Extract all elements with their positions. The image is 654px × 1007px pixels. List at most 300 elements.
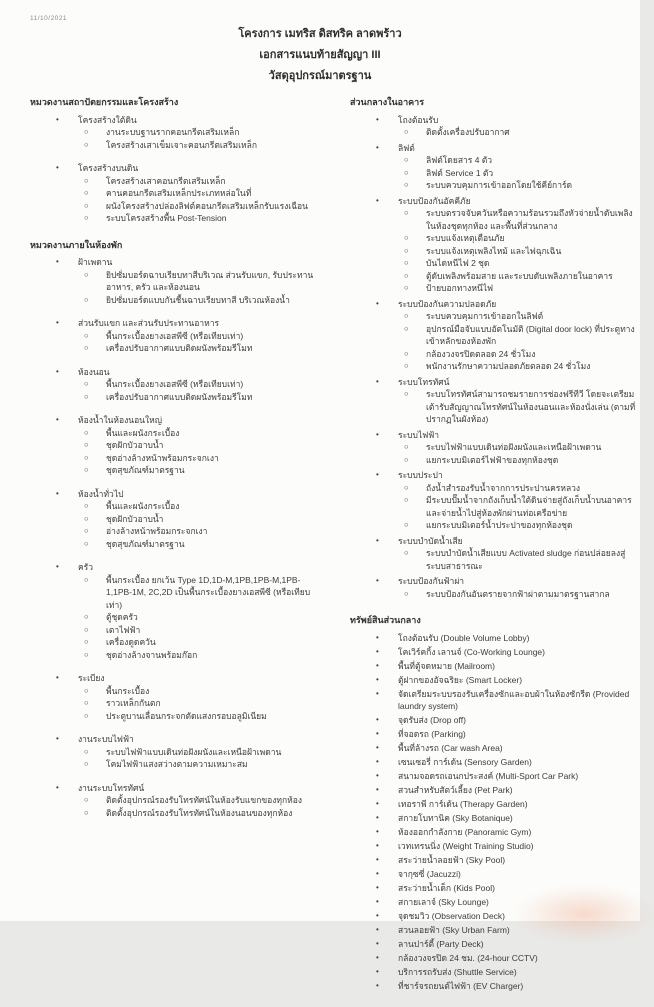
- bullet-group: [30, 414, 326, 477]
- list-item-label: พนักงานรักษาความปลอดภัยตลอด 24 ชั่วโมง: [426, 361, 591, 371]
- list-item-label: ชุดอ่างล้างจานพร้อมก๊อก: [106, 649, 198, 660]
- list-item: [350, 282, 636, 295]
- bullet-dot-icon: •: [376, 855, 379, 864]
- list-item: [350, 812, 636, 825]
- section-heading: ทรัพย์สินส่วนกลาง: [350, 615, 421, 625]
- list-item-label: ผนังโครงสร้างปล่องลิฟต์คอนกรีตเสริมเหล็กรับแรงเฉือน: [106, 200, 308, 211]
- list-item-label: ระบบโครงสร้างพื้น Post-Tension: [106, 213, 227, 223]
- bullet-circle-icon: ○: [84, 379, 89, 388]
- section-heading: ส่วนกลางในอาคาร: [350, 97, 425, 107]
- bullet-dot-icon: •: [376, 660, 379, 670]
- list-item: [350, 714, 636, 727]
- list-item: [350, 179, 636, 192]
- bullet-circle-icon: ○: [404, 233, 409, 242]
- bullet-circle-icon: ○: [84, 343, 89, 352]
- bullet-dot-icon: •: [376, 576, 379, 585]
- bullet-circle-icon: ○: [404, 155, 409, 164]
- list-item: [350, 784, 636, 797]
- list-item-label: อ่างล้างหน้าพร้อมกระจกเงา: [106, 526, 208, 536]
- list-item: [350, 966, 636, 979]
- bullet-circle-icon: ○: [404, 588, 409, 598]
- bullet-group: [350, 575, 636, 600]
- list-item: [30, 342, 326, 355]
- list-item-label: ชุดฝักบัวอาบน้ำ: [106, 440, 164, 450]
- bullet-dot-icon: •: [56, 318, 59, 327]
- list-item-label: พื้นกระเบื้องยางเอสพีซี (หรือเทียบเท่า): [106, 330, 244, 341]
- list-item: [30, 488, 326, 501]
- list-item: [350, 728, 636, 741]
- list-item-label: ระบบโทรทัศน์สามารถชมรายการช่องฟรีทีวี โดยจะเตรียมเต้ารับสัญญาณโทรทัศน์ในห้องนอนและห้องนั่งเล่น (ตามที่ปรากฏในผังห้อง): [426, 389, 636, 424]
- bullet-group: [30, 366, 326, 404]
- list-item-label: สวนลอยฟ้า (Sky Urban Farm): [398, 925, 510, 935]
- list-item-label: ลานปาร์ตี้ (Party Deck): [398, 939, 484, 949]
- bullet-group: [30, 256, 326, 306]
- list-item: [30, 317, 326, 330]
- bullet-circle-icon: ○: [404, 323, 409, 333]
- bullet-circle-icon: ○: [84, 795, 89, 804]
- list-item: [350, 388, 636, 426]
- bullet-dot-icon: •: [376, 195, 379, 205]
- list-item-label: ห้องออกกำลังกาย (Panoramic Gym): [398, 827, 532, 837]
- list-item: [350, 674, 636, 687]
- list-item: [350, 298, 636, 311]
- list-item: [350, 482, 636, 495]
- list-item-label: บริการรถรับส่ง (Shuttle Service): [398, 967, 517, 977]
- bullet-dot-icon: •: [376, 298, 379, 308]
- list-item: [350, 535, 636, 548]
- list-item: [350, 270, 636, 283]
- list-item-label: ส่วนรับแขก และส่วนรับประทานอาหาร: [78, 318, 220, 328]
- bullet-dot-icon: •: [376, 470, 379, 479]
- bullet-circle-icon: ○: [404, 283, 409, 292]
- list-item-label: พื้นที่ตู้จดหมาย (Mailroom): [398, 660, 495, 671]
- list-item: [30, 330, 326, 343]
- list-item-label: ห้องนอน: [78, 366, 110, 377]
- bullet-dot-icon: •: [56, 782, 59, 792]
- list-item: [350, 207, 636, 232]
- bullet-dot-icon: •: [376, 743, 379, 752]
- section: [350, 96, 636, 600]
- list-item: [30, 697, 326, 710]
- list-item-label: โคเวิร์คกิ้ง เลานจ์ (Co-Working Lounge): [398, 646, 545, 657]
- list-item: [30, 611, 326, 624]
- list-item-label: สระว่ายน้ำเด็ก (Kids Pool): [398, 883, 495, 893]
- bullet-group: [30, 317, 326, 355]
- list-item: [30, 366, 326, 379]
- list-item: [350, 195, 636, 208]
- bullet-dot-icon: •: [376, 953, 379, 962]
- bullet-dot-icon: •: [376, 827, 379, 836]
- list-item-label: ติดตั้งอุปกรณ์รองรับโทรทัศน์ในห้องรับแขกของทุกห้อง: [106, 795, 303, 805]
- bullet-circle-icon: ○: [404, 442, 409, 451]
- bullet-dot-icon: •: [376, 535, 379, 545]
- list-item: [350, 646, 636, 659]
- bullet-dot-icon: •: [376, 114, 379, 124]
- list-item-label: โครงสร้างใต้ดิน: [78, 114, 137, 125]
- list-item: [350, 441, 636, 454]
- bullet-circle-icon: ○: [84, 391, 89, 401]
- list-item-label: งานระบบโทรทัศน์: [78, 782, 145, 793]
- bullet-circle-icon: ○: [404, 495, 409, 504]
- bullet-circle-icon: ○: [84, 685, 89, 695]
- bullet-dot-icon: •: [56, 257, 59, 266]
- bullet-dot-icon: •: [376, 869, 379, 878]
- list-item: [350, 232, 636, 245]
- list-item-label: ฝ้าเพดาน: [78, 257, 113, 267]
- list-item-label: ยิปซั่มบอร์ดแบบกันชื้นฉาบเรียบทาสี บริเวณห้องน้ำ: [106, 294, 290, 305]
- right-column: [350, 96, 636, 1007]
- list-item: [30, 561, 326, 574]
- list-item-label: ระบบไฟฟ้าแบบเดินท่อฝังผนังและเหนือฝ้าเพดาน: [106, 746, 282, 757]
- list-item: [30, 427, 326, 440]
- list-item-label: ถังน้ำสำรองรับน้ำจากการประปานครหลวง: [426, 482, 581, 493]
- list-item: [30, 212, 326, 225]
- list-item: [30, 746, 326, 759]
- list-item-label: กล้องวงจรปิด 24 ชม. (24-hour CCTV): [398, 953, 538, 963]
- list-item: [350, 588, 636, 601]
- list-item-label: สนามจอดรถเอนกประสงค์ (Multi-Sport Car Park): [398, 771, 579, 781]
- list-item: [350, 980, 636, 993]
- list-item: [350, 826, 636, 839]
- bullet-dot-icon: •: [376, 813, 379, 822]
- list-item-label: กล้องวงจรปิดตลอด 24 ชั่วโมง: [426, 348, 536, 359]
- list-item-label: ระบบไฟฟ้า: [398, 429, 440, 440]
- bullet-dot-icon: •: [56, 488, 59, 498]
- bullet-dot-icon: •: [376, 967, 379, 976]
- bullet-dot-icon: •: [376, 729, 379, 738]
- stamp-smudge: [514, 885, 654, 943]
- list-item-label: อุปกรณ์มือจับแบบอัตโนมัติ (Digital door lock) ที่ประตูทางเข้าหลักของห้องพัก: [426, 323, 635, 346]
- list-item-label: ลิฟต์ Service 1 ตัว: [426, 167, 494, 178]
- list-item-label: โครงสร้างเสาคอนกรีตเสริมเหล็ก: [106, 175, 226, 186]
- bullet-circle-icon: ○: [84, 538, 89, 548]
- list-item-label: เวทเทรนนิ่ง (Weight Training Studio): [398, 841, 534, 851]
- list-item-label: ติดตั้งเครื่องปรับอากาศ: [426, 127, 510, 137]
- list-item: [30, 464, 326, 477]
- list-item: [30, 636, 326, 649]
- list-item: [350, 454, 636, 467]
- list-item-label: เตาไฟฟ้า: [106, 624, 141, 635]
- list-item: [30, 162, 326, 175]
- bullet-circle-icon: ○: [84, 269, 89, 279]
- list-item: [30, 782, 326, 795]
- list-item-label: ระบบตรวจจับควันหรือความร้อนรวมถึงหัวจ่ายน้ำดับเพลิงในห้องชุดทุกห้อง และพื้นที่ส่วนกลาง: [426, 208, 633, 231]
- bullet-group: [350, 535, 636, 573]
- list-item: [350, 798, 636, 811]
- bullet-circle-icon: ○: [84, 710, 89, 720]
- list-item-label: พื้นกระเบื้องยางเอสพีซี (หรือเทียบเท่า): [106, 379, 244, 389]
- bullet-dot-icon: •: [376, 646, 379, 656]
- list-item-label: จากุซซี่ (Jacuzzi): [398, 869, 461, 879]
- list-item-label: พื้นและผนังกระเบื้อง: [106, 427, 180, 438]
- list-item: [30, 391, 326, 404]
- bullet-dot-icon: •: [376, 981, 379, 990]
- bullet-circle-icon: ○: [84, 452, 89, 462]
- document-header: [0, 24, 640, 87]
- list-item: [30, 649, 326, 662]
- bullet-dot-icon: •: [376, 925, 379, 934]
- list-item: [30, 538, 326, 551]
- bullet-dot-icon: •: [376, 841, 379, 850]
- list-item: [350, 323, 636, 348]
- list-item-label: ระบบป้องกันอัคคีภัย: [398, 195, 471, 206]
- list-item-label: จุดชมวิว (Observation Deck): [398, 911, 505, 921]
- list-item-label: ประตูบานเลื่อนกระจกตัดแสงกรอบอลูมิเนียม: [106, 710, 267, 721]
- bullet-circle-icon: ○: [404, 520, 409, 529]
- bullet-dot-icon: •: [56, 163, 59, 172]
- list-item: [350, 494, 636, 519]
- bullet-group: [350, 195, 636, 295]
- list-item-label: ระบบควบคุมการเข้าออกในลิฟต์: [426, 311, 544, 321]
- list-item-label: ระบบควบคุมการเข้าออกโดยใช้คีย์การ์ด: [426, 180, 573, 190]
- list-item: [350, 840, 636, 853]
- list-item-label: สกายโบทานิค (Sky Botanique): [398, 813, 513, 823]
- bullet-dot-icon: •: [376, 771, 379, 780]
- list-item-label: โถงต้อนรับ (Double Volume Lobby): [398, 632, 530, 643]
- bullet-circle-icon: ○: [404, 245, 409, 255]
- list-item-label: เครื่องปรับอากาศแบบติดผนังพร้อมรีโมท: [106, 391, 253, 402]
- bullet-circle-icon: ○: [404, 482, 409, 492]
- list-item-label: ระบบประปา: [398, 470, 443, 480]
- list-item: [30, 574, 326, 612]
- list-item: [30, 294, 326, 307]
- bullet-dot-icon: •: [376, 376, 379, 386]
- list-item-label: มีระบบปั๊มน้ำจากถังเก็บน้ำใต้ดินจ่ายสู่ถังเก็บน้ำบนอาคาร และจ่ายน้ำไปสู่ห้องพักผ่านท่อเครือข่าย: [426, 495, 632, 518]
- list-item-label: ชุดสุขภัณฑ์มาตรฐาน: [106, 538, 185, 549]
- bullet-circle-icon: ○: [84, 624, 89, 634]
- list-item-label: ห้องน้ำทั่วไป: [78, 488, 124, 499]
- bullet-dot-icon: •: [56, 673, 59, 682]
- bullet-group: [350, 114, 636, 139]
- list-item: [350, 770, 636, 783]
- bullet-group: [350, 298, 636, 373]
- bullet-circle-icon: ○: [404, 258, 409, 267]
- list-item: [350, 245, 636, 258]
- bullet-circle-icon: ○: [404, 127, 409, 136]
- list-item-label: พื้นกระเบื้อง: [106, 685, 150, 696]
- list-item: [350, 868, 636, 881]
- list-item: [30, 500, 326, 513]
- list-item: [30, 733, 326, 746]
- bullet-dot-icon: •: [56, 114, 59, 124]
- bullet-dot-icon: •: [376, 715, 379, 724]
- section: [30, 239, 326, 820]
- list-item: [350, 742, 636, 755]
- list-item: [350, 952, 636, 965]
- bullet-circle-icon: ○: [404, 389, 409, 398]
- project-title: โครงการ เมทริส ดิสทริค ลาดพร้าว: [238, 28, 402, 40]
- list-item-label: ลิฟต์โดยสาร 4 ตัว: [426, 155, 493, 165]
- list-item: [30, 139, 326, 152]
- list-item-label: ระบบป้องกันฟ้าผ่า: [398, 576, 465, 586]
- bullet-circle-icon: ○: [84, 513, 89, 523]
- list-item-label: แยกระบบมิเตอร์ไฟฟ้าของทุกห้องชุด: [426, 454, 559, 465]
- list-item-label: ตู้ดับเพลิงพร้อมสาย และระบบดับเพลิงภายในอาคาร: [426, 270, 613, 281]
- bullet-dot-icon: •: [376, 939, 379, 948]
- list-item-label: เซนเซอรี่ การ์เด้น (Sensory Garden): [398, 757, 532, 767]
- bullet-circle-icon: ○: [84, 188, 89, 197]
- list-item-label: ระบบป้องกันความปลอดภัย: [398, 298, 497, 309]
- bullet-circle-icon: ○: [84, 807, 89, 817]
- list-item: [30, 807, 326, 820]
- bullet-circle-icon: ○: [84, 427, 89, 437]
- list-item-label: ราวเหล็กกันตก: [106, 698, 161, 708]
- bullet-circle-icon: ○: [84, 465, 89, 474]
- list-item-label: จุดรับส่ง (Drop off): [398, 715, 466, 725]
- bullet-dot-icon: •: [376, 757, 379, 766]
- bullet-dot-icon: •: [376, 688, 379, 698]
- list-item: [350, 547, 636, 572]
- bullet-circle-icon: ○: [84, 649, 89, 659]
- list-item-label: เครื่องปรับอากาศแบบติดผนังพร้อมรีโมท: [106, 343, 253, 353]
- bullet-group: [30, 114, 326, 152]
- bullet-circle-icon: ○: [84, 526, 89, 535]
- list-item-label: ป้ายบอกทางหนีไฟ: [426, 283, 494, 293]
- bullet-circle-icon: ○: [84, 612, 89, 621]
- list-item: [30, 710, 326, 723]
- bullet-dot-icon: •: [376, 799, 379, 808]
- list-item-label: คานคอนกรีตเสริมเหล็กประเภทหล่อในที่: [106, 188, 252, 198]
- bullet-group: [30, 162, 326, 225]
- list-item: [350, 167, 636, 180]
- list-item: [30, 175, 326, 188]
- list-item: [30, 672, 326, 685]
- bullet-dot-icon: •: [376, 785, 379, 794]
- list-item-label: โถงต้อนรับ: [398, 114, 439, 125]
- list-item: [30, 513, 326, 526]
- list-item-label: ที่ชาร์จรถยนต์ไฟฟ้า (EV Charger): [398, 981, 524, 991]
- list-item: [350, 126, 636, 139]
- list-item: [30, 525, 326, 538]
- list-item: [30, 269, 326, 294]
- bullet-circle-icon: ○: [84, 200, 89, 210]
- section-heading: หมวดงานสถาปัตยกรรมและโครงสร้าง: [30, 97, 179, 107]
- section-heading: หมวดงานภายในห้องพัก: [30, 239, 123, 250]
- list-item: [30, 126, 326, 139]
- list-item-label: ชุดสุขภัณฑ์มาตรฐาน: [106, 465, 185, 475]
- list-item: [30, 187, 326, 200]
- list-item: [30, 114, 326, 127]
- list-item: [350, 575, 636, 588]
- list-item-label: ระบบโทรทัศน์: [398, 376, 450, 387]
- list-item-label: เครื่องดูดควัน: [106, 637, 156, 647]
- list-item-label: ติดตั้งอุปกรณ์รองรับโทรทัศน์ในห้องนอนของทุกห้อง: [106, 807, 293, 818]
- bullet-dot-icon: •: [376, 674, 379, 684]
- list-item-label: ระบบแจ้งเหตุเพลิงไหม้ และไฟฉุกเฉิน: [426, 245, 562, 256]
- bullet-circle-icon: ○: [404, 548, 409, 557]
- bullet-circle-icon: ○: [84, 213, 89, 222]
- list-item: [30, 624, 326, 637]
- bullet-group: [30, 733, 326, 771]
- list-item: [350, 854, 636, 867]
- bullet-group: [30, 488, 326, 551]
- left-column: [30, 96, 326, 833]
- bullet-dot-icon: •: [56, 415, 59, 424]
- list-item: [30, 685, 326, 698]
- list-item-label: ครัว: [78, 562, 94, 572]
- bullet-circle-icon: ○: [84, 746, 89, 756]
- list-item: [350, 429, 636, 442]
- bullet-circle-icon: ○: [84, 175, 89, 185]
- list-item-label: สระว่ายน้ำลอยฟ้า (Sky Pool): [398, 855, 506, 865]
- list-item: [30, 256, 326, 269]
- list-item-label: ชุดฝักบัวอาบน้ำ: [106, 513, 164, 524]
- list-item-label: ลิฟต์: [398, 142, 415, 153]
- list-item: [350, 469, 636, 482]
- list-item-label: พื้นและผนังกระเบื้อง: [106, 501, 180, 511]
- list-item-label: งานระบบไฟฟ้า: [78, 734, 134, 744]
- bullet-group: [30, 782, 326, 820]
- list-item: [350, 348, 636, 361]
- list-item-label: งานระบบฐานรากคอนกรีตเสริมเหล็ก: [106, 127, 240, 137]
- bullet-circle-icon: ○: [84, 698, 89, 707]
- list-item-label: ระบบไฟฟ้าแบบเดินท่อฝังผนังและเหนือฝ้าเพดาน: [426, 442, 602, 452]
- list-item: [350, 519, 636, 532]
- bullet-dot-icon: •: [376, 883, 379, 892]
- bullet-dot-icon: •: [376, 911, 379, 920]
- bullet-circle-icon: ○: [84, 501, 89, 510]
- bullet-dot-icon: •: [56, 734, 59, 743]
- bullet-circle-icon: ○: [84, 330, 89, 340]
- list-item: [350, 688, 636, 713]
- bullet-circle-icon: ○: [404, 208, 409, 217]
- document-subtitle: เอกสารแนบท้ายสัญญา III: [259, 49, 381, 61]
- bullet-dot-icon: •: [376, 142, 379, 152]
- list-item: [350, 142, 636, 155]
- bullet-circle-icon: ○: [404, 348, 409, 358]
- list-item-label: ระเบียง: [78, 673, 105, 683]
- list-item-label: จัดเตรียมระบบรองรับเครื่องซักและอบผ้าในห้องซักรีด (Provided laundry system): [398, 688, 630, 711]
- bullet-dot-icon: •: [56, 366, 59, 376]
- section: [30, 96, 326, 225]
- list-item: [350, 310, 636, 323]
- bullet-circle-icon: ○: [84, 637, 89, 646]
- bullet-group: [350, 469, 636, 532]
- list-item: [350, 376, 636, 389]
- bullet-circle-icon: ○: [84, 127, 89, 136]
- list-item-label: ห้องน้ำในห้องนอนใหญ่: [78, 415, 162, 425]
- list-item-label: สวนสำหรับสัตว์เลี้ยง (Pet Park): [398, 785, 513, 795]
- bullet-group: [350, 142, 636, 192]
- list-item: [350, 660, 636, 673]
- bullet-circle-icon: ○: [404, 270, 409, 280]
- list-item-label: ระบบบำบัดน้ำเสียแบบ Activated sludge ก่อนปล่อยลงสู่ระบบสาธารณะ: [426, 548, 626, 571]
- bullet-dot-icon: •: [376, 897, 379, 906]
- list-item-label: ตู้ฝากของอัจฉริยะ (Smart Locker): [398, 674, 523, 685]
- bullet-dot-icon: •: [376, 632, 379, 642]
- bullet-circle-icon: ○: [84, 574, 89, 584]
- bullet-circle-icon: ○: [404, 311, 409, 320]
- document-type: วัสดุอุปกรณ์มาตรฐาน: [268, 70, 372, 82]
- list-item: [350, 257, 636, 270]
- list-item-label: ชุดอ่างล้างหน้าพร้อมกระจกเงา: [106, 452, 219, 463]
- list-item-label: ระบบป้องกันอันตรายจากฟ้าผ่าตามมาตรฐานสากล: [426, 588, 610, 599]
- list-item: [350, 360, 636, 373]
- list-item-label: พื้นที่ล้างรถ (Car wash Area): [398, 743, 503, 753]
- list-item-label: โครงสร้างเสาเข็มเจาะคอนกรีตเสริมเหล็ก: [106, 139, 258, 150]
- list-item: [30, 200, 326, 213]
- bullet-group: [30, 672, 326, 722]
- list-item: [30, 794, 326, 807]
- date-stamp: 11/10/2021: [30, 15, 68, 22]
- list-item-label: ระบบบำบัดน้ำเสีย: [398, 535, 463, 546]
- list-item: [30, 452, 326, 465]
- list-item-label: แยกระบบมิเตอร์น้ำประปาของทุกห้องชุด: [426, 520, 573, 530]
- list-item: [30, 758, 326, 771]
- bullet-circle-icon: ○: [404, 167, 409, 177]
- list-item-label: ตู้ชุดครัว: [106, 612, 138, 622]
- list-item-label: โครงสร้างบนดิน: [78, 163, 139, 173]
